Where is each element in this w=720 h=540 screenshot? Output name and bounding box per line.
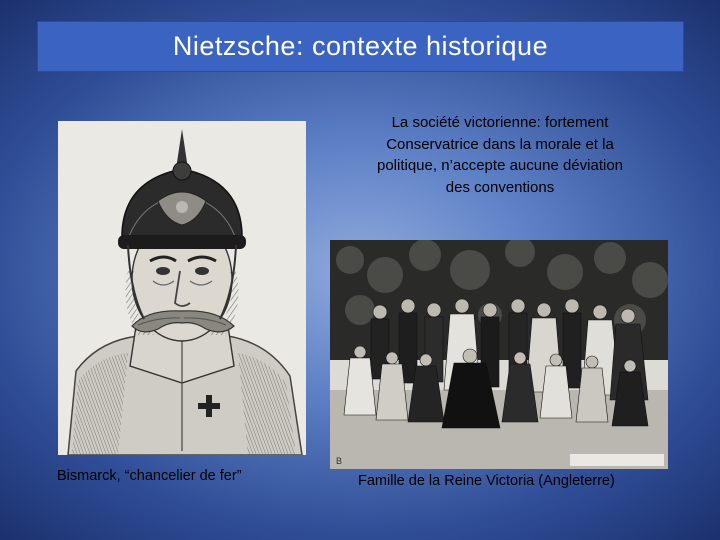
victoria-family-photo [330,240,668,469]
slide-title-bar [37,21,684,72]
victorian-society-description [330,112,670,198]
bismarck-caption: Bismarck, “chancelier de fer” [57,468,242,484]
svg-text:B: B [336,456,343,466]
description-line: La société victorienne: fortement [391,114,609,131]
description-line: politique, n’accepte aucune déviation [376,157,623,174]
description-line: Conservatrice dans la morale et la [386,135,614,153]
slide-title: Nietzsche: contexte historique [172,31,549,61]
bismarck-portrait-image [58,121,306,455]
victoria-family-caption: Famille de la Reine Victoria (Angleterre) [358,473,615,489]
description-line: des conventions [445,178,555,196]
